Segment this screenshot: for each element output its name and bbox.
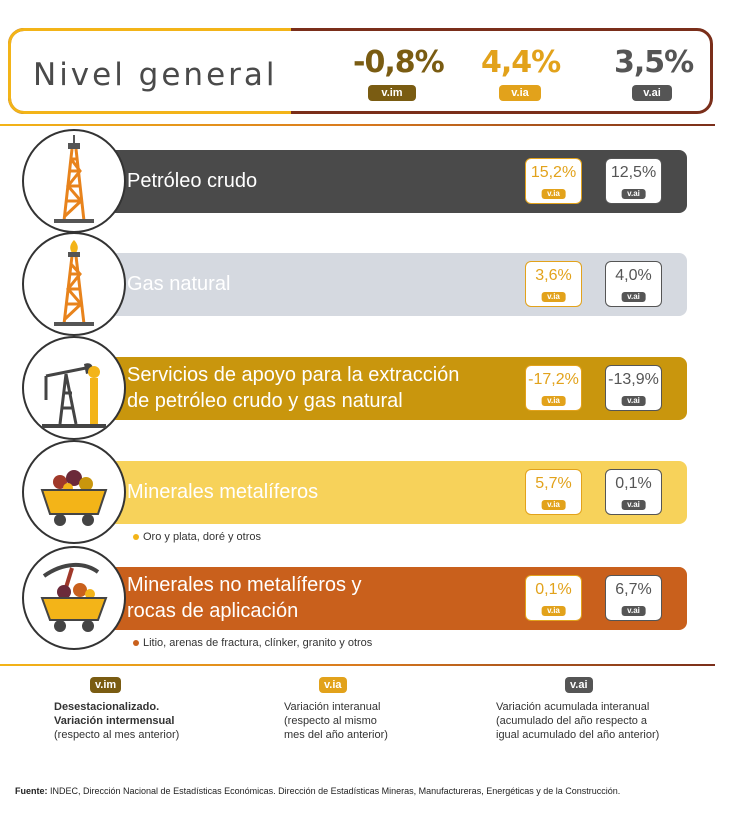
vai-box xyxy=(605,261,662,307)
legend-vim-line-1: Desestacionalizado. xyxy=(54,701,160,713)
mine-cart-icon xyxy=(22,440,126,544)
note-text: Oro y plata, doré y otros xyxy=(143,531,261,543)
via-tag: v.ia xyxy=(541,189,566,199)
row-label-line-1: Minerales no metalíferos y xyxy=(127,574,362,596)
source-prefix: Fuente: xyxy=(15,786,48,796)
vai-box xyxy=(605,365,662,411)
via-value: 15,2% xyxy=(530,164,577,181)
row-label: Petróleo crudo xyxy=(127,170,258,192)
header-vim-badge: v.im xyxy=(368,85,416,101)
row-gas-natural xyxy=(75,253,687,316)
vai-tag: v.ai xyxy=(621,189,646,199)
row-label-line-1: Servicios de apoyo para la extracción xyxy=(127,364,460,386)
oil-derrick-icon xyxy=(22,129,126,233)
via-value: 0,1% xyxy=(535,581,572,598)
vai-tag: v.ai xyxy=(621,396,646,406)
header-title: Nivel general xyxy=(33,57,278,93)
gas-derrick-icon xyxy=(22,232,126,336)
legend-via-line-3: mes del año anterior) xyxy=(284,729,388,741)
via-tag: v.ia xyxy=(541,606,566,616)
header-via-badge: v.ia xyxy=(499,85,541,101)
divider-top xyxy=(0,124,715,126)
vai-box xyxy=(605,158,662,204)
row-label-line-2: rocas de aplicación xyxy=(127,600,299,622)
legend-vai-badge: v.ai xyxy=(565,677,593,693)
source-note xyxy=(15,786,620,796)
legend-vim-line-3: (respecto al mes anterior) xyxy=(54,729,180,741)
vai-tag: v.ai xyxy=(621,606,646,616)
vai-tag: v.ai xyxy=(621,500,646,510)
via-tag: v.ia xyxy=(541,396,566,406)
header-vai-badge: v.ai xyxy=(632,85,672,101)
bullet-dot xyxy=(133,640,139,646)
legend-via-badge: v.ia xyxy=(319,677,347,693)
vai-value: 0,1% xyxy=(615,475,652,492)
legend-vai-line-2: (acumulado del año respecto a xyxy=(496,715,648,727)
via-tag: v.ia xyxy=(541,500,566,510)
pumpjack-icon xyxy=(22,336,126,440)
via-box xyxy=(525,365,582,411)
via-value: 3,6% xyxy=(535,267,572,284)
divider-bottom xyxy=(0,664,715,666)
row-servicios-apoyo xyxy=(75,357,687,420)
row-minerales-metaliferos xyxy=(75,461,687,524)
header-card xyxy=(8,28,713,114)
vai-value: 6,7% xyxy=(615,581,652,598)
legend-via-line-2: (respecto al mismo xyxy=(284,715,377,727)
via-value: 5,7% xyxy=(535,475,572,492)
row-label: Minerales metalíferos xyxy=(127,481,319,503)
legend-via-line-1: Variación interanual xyxy=(284,701,381,713)
header-vai-value: 3,5% xyxy=(614,45,694,80)
note-text: Litio, arenas de fractura, clínker, granito y otros xyxy=(143,637,373,649)
legend-vai-line-1: Variación acumulada interanual xyxy=(496,701,650,713)
vai-tag: v.ai xyxy=(621,292,646,302)
vai-box xyxy=(605,469,662,515)
legend-vim-line-2: Variación intermensual xyxy=(54,715,175,727)
vai-box xyxy=(605,575,662,621)
via-value: -17,2% xyxy=(528,371,579,388)
header-vim-value: -0,8% xyxy=(353,45,444,80)
legend-vim-badge: v.im xyxy=(90,677,121,693)
row-petroleo-crudo xyxy=(75,150,687,213)
vai-value: 4,0% xyxy=(615,267,652,284)
source-text: INDEC, Dirección Nacional de Estadísticas Económicas. Dirección de Estadísticas Mineras, Manufactureras, Energéticas y de la Construcción. xyxy=(50,786,621,796)
legend-vai-text xyxy=(496,700,659,742)
vai-value: 12,5% xyxy=(610,164,657,181)
legend-vim-text xyxy=(54,700,179,742)
vai-value: -13,9% xyxy=(608,371,659,388)
note-no-metaliferos xyxy=(133,637,372,649)
row-minerales-no-metaliferos xyxy=(75,567,687,630)
header-via-value: 4,4% xyxy=(481,45,561,80)
via-box xyxy=(525,575,582,621)
via-tag: v.ia xyxy=(541,292,566,302)
legend-vai-line-3: igual acumulado del año anterior) xyxy=(496,729,660,741)
row-label: Gas natural xyxy=(127,273,231,295)
bullet-dot xyxy=(133,534,139,540)
legend-via-text xyxy=(284,700,388,742)
pickaxe-cart-icon xyxy=(22,546,126,650)
via-box xyxy=(525,158,582,204)
note-metaliferos xyxy=(133,531,261,543)
via-box xyxy=(525,469,582,515)
row-label-line-2: de petróleo crudo y gas natural xyxy=(127,390,403,412)
via-box xyxy=(525,261,582,307)
